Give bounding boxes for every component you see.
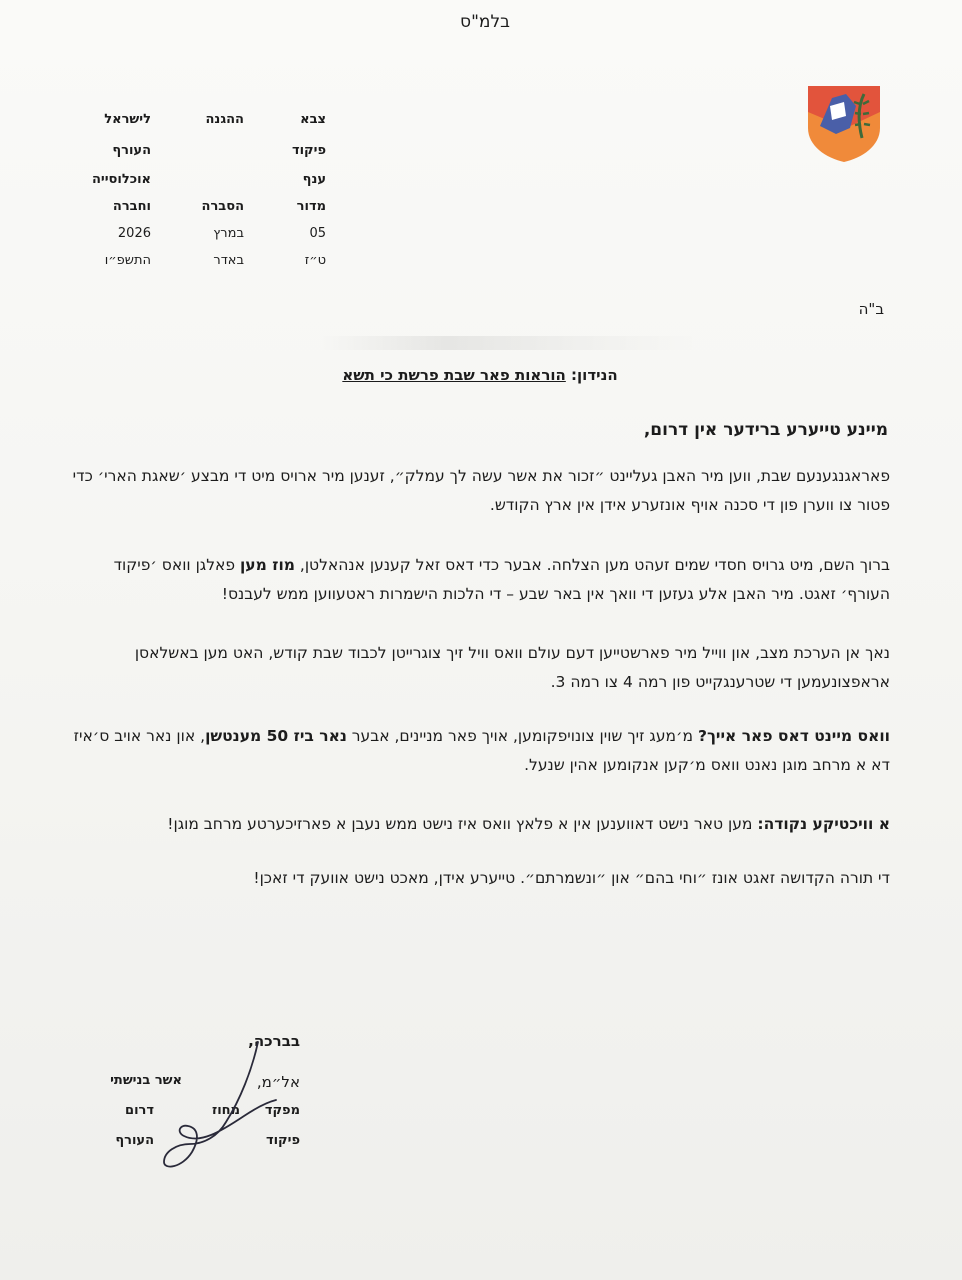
subject-line xyxy=(280,366,680,384)
letterhead-row-2 xyxy=(86,143,326,165)
home-front-command-emblem-icon xyxy=(806,82,882,164)
hebrew-date-day: ט״ז xyxy=(304,253,326,268)
paragraph-2-part: ברוך השם, מיט גרויס חסדי שמים זעהט מען הצלחה. אבער כדי דאס זאל קענען אנהאלטן, xyxy=(294,556,890,574)
letterhead-date-gregorian xyxy=(86,226,326,248)
letterhead-row-1 xyxy=(86,112,326,134)
paragraph-4-part: מ׳מעג זיך שוין צונויפקומען, אויך פאר מניינים, אבער xyxy=(346,727,698,745)
paragraph-3: נאך אן הערכת מצב, און ווייל מיר פארשטייען דעם עולם וואס וויל זיך צוגרייטן לכבוד שבת קודש, האט מען באשלאסן אראפצונעמען די שטרענגקייט פון רמה 4 צו רמה 3. xyxy=(134,644,890,691)
letterhead-word: לישראל xyxy=(104,112,151,127)
subject-text: הוראות פאר שבת פרשת כי תשא xyxy=(342,366,566,384)
signer-role: מפקד xyxy=(264,1103,300,1118)
paragraph-2-bold: מוז מען xyxy=(239,556,295,574)
greeting: מיינע טייערע ברידער אין דרום, xyxy=(643,420,888,440)
signer-role: מחוז xyxy=(211,1103,240,1118)
letterhead-word: ההגנה xyxy=(205,112,244,127)
date-day: 05 xyxy=(309,226,326,241)
paragraph-5-part: מען טאר נישט דאווענען אין א פלאץ וואס איז נישט ממש נעבן א פארזיכערטע מרחב מוגן! xyxy=(167,815,758,833)
signer-rank: אל״מ, xyxy=(256,1073,300,1091)
signer-role: דרום xyxy=(125,1103,154,1118)
signature-stroke xyxy=(164,1042,276,1167)
classification-label: בלמ"ס xyxy=(460,12,510,32)
paragraph-1: פאראגנגענעם שבת, ווען מיר האבן געליינט ״זכור את אשר עשה לך עמלק״, זענען מיר ארויס מיט די מבצע ׳שאגת הארי׳ כדי פטור צו ווערן פון די סכנה אויף אונזערע אידן אין ארץ הקודש. xyxy=(72,467,890,514)
bh-label: ב"ה xyxy=(858,300,884,318)
letterhead-word: פיקוד xyxy=(291,143,326,158)
letterhead-row-3 xyxy=(86,172,326,194)
letterhead-date-hebrew xyxy=(86,253,326,275)
paragraph-4 xyxy=(70,722,890,780)
paragraph-5-bold: א וויכטיקע נקודה: xyxy=(757,815,890,833)
subject-prefix: הנידון: xyxy=(565,366,618,384)
letterhead-word: אוכלוסייה xyxy=(91,172,151,187)
paragraph-4-part: , און נאר אויב ס׳איז דא א מרחב מוגן נאנט וואס מ׳קען אנקומען אהין שנעל. xyxy=(73,727,890,774)
paragraph-5 xyxy=(70,810,890,839)
letterhead-row-4 xyxy=(86,199,326,221)
letterhead-word: הסברה xyxy=(201,199,244,214)
paragraph-2 xyxy=(70,551,890,609)
letterhead-word: וחברה xyxy=(112,199,151,214)
date-month: במרץ xyxy=(213,226,244,241)
paragraph-4-bold: נאר ביז 50 מענטשן xyxy=(205,727,347,745)
letterhead-word: ענף xyxy=(302,172,326,187)
handwritten-signature-icon xyxy=(140,1040,280,1170)
signer-role: העורף xyxy=(115,1133,154,1148)
letterhead-word: מדור xyxy=(296,199,326,214)
paragraph-2-part: פאלגן וואס ׳פיקוד העורף׳ זאגט. מיר האבן אלע געזען די וואך אין באר שבע – די הלכות הישמרות ראטעווען ממש לעבנס! xyxy=(113,556,890,603)
date-year: 2026 xyxy=(117,226,151,241)
closing-blessing: בברכה, xyxy=(248,1032,300,1050)
hebrew-date-year: התשפ״ו xyxy=(104,253,151,268)
faded-line xyxy=(320,336,700,350)
letterhead-word: העורף xyxy=(112,143,151,158)
signer-role: פיקוד xyxy=(265,1133,300,1148)
paragraph-4-bold: וואס מיינט דאס פאר אייך? xyxy=(697,727,890,745)
hebrew-date-month: באדר xyxy=(213,253,244,268)
signer-name: אשר בנישתי xyxy=(110,1073,182,1088)
letterhead-word: צבא xyxy=(300,112,326,127)
paragraph-6: די תורה הקדושה זאגט אונז ״וחי בהם״ און ״ונשמרתם״. טייערע אידן, מאכט נישט אוועק די זאכן! xyxy=(253,869,890,887)
